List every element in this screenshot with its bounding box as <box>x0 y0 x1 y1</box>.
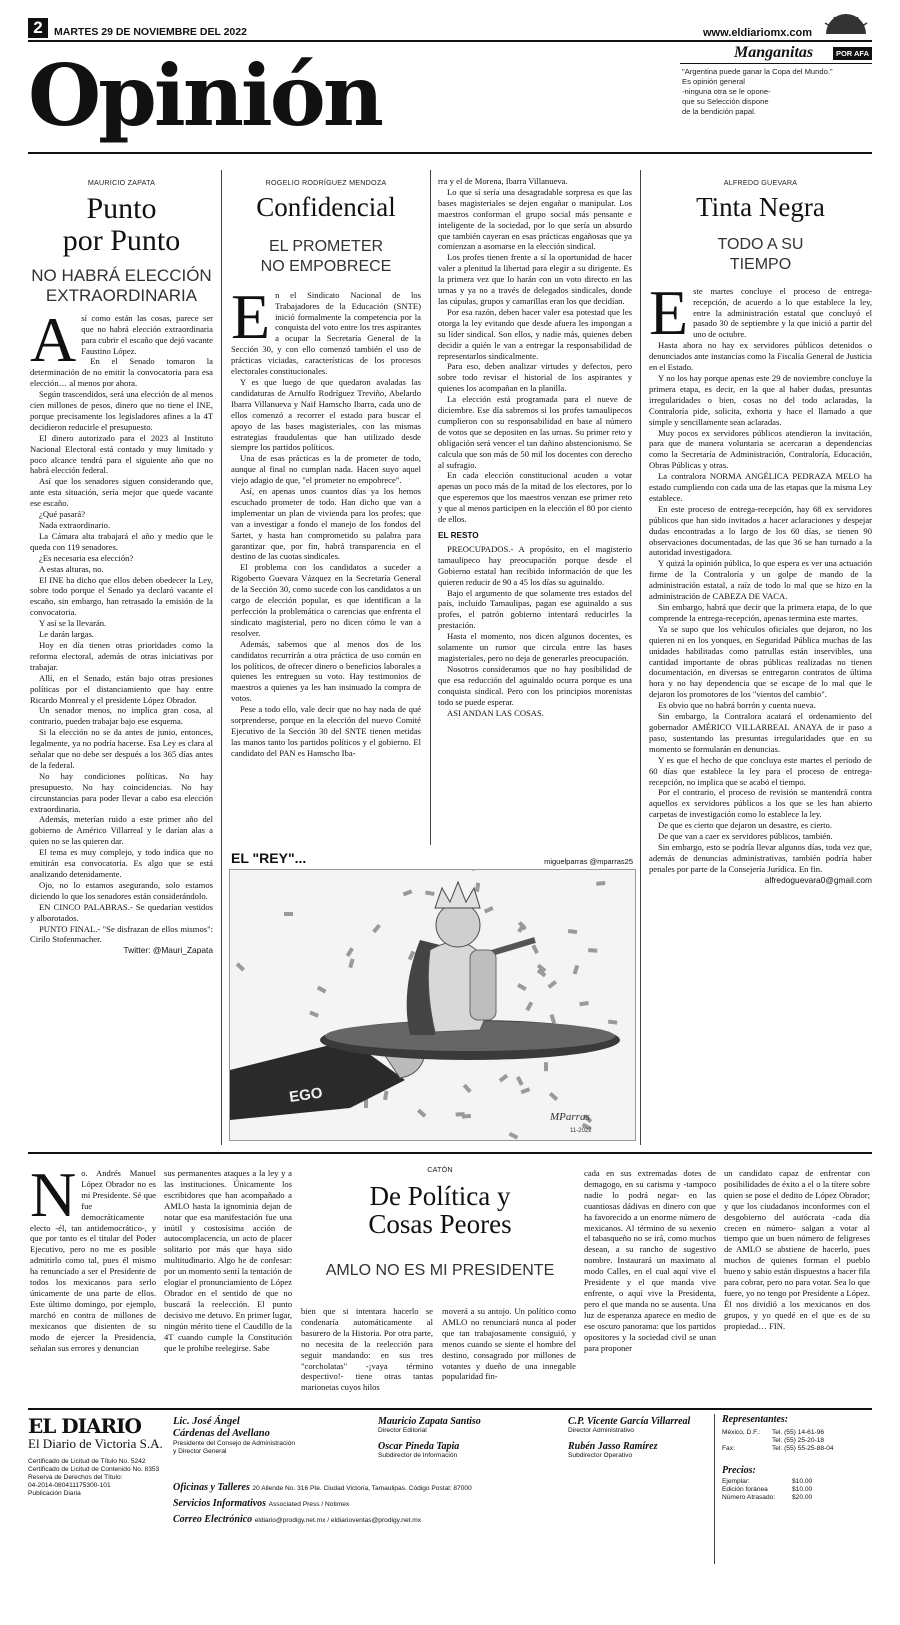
staff-name: Cárdenas del Avellano <box>173 1428 270 1439</box>
paragraph: Hasta el momento, nos dicen algunos docentes, es solamente un rumor que circula entre las bases magisteriales, pero no deja de generarles preocupación. <box>438 631 632 663</box>
column-subtitle: AMLO NO ES MI PRESIDENTE <box>325 1261 555 1279</box>
cartoon-signature: MParras <box>550 1111 590 1123</box>
byline: CATÓN <box>427 1165 453 1174</box>
paragraph: En este proceso de entrega-recepción, hay 68 ex servidores públicos que han sido invitados a hacer aclaraciones y despejar dudas encontradas a lo largo de los 60 días, se tienen 90 observaciones documentadas, de las que 36 se han turnado a la autoridad investigadora. <box>649 503 872 558</box>
manganitas-line: que su Selección dispone <box>682 97 769 106</box>
paragraph: En cada elección constitucional acuden a votar apenas un poco más de la mitad de los electores, por lo que esperemos que los maestros venzan ese primer reto y que al menos participen en la elección el 80 por ciento de ellos. <box>438 470 632 525</box>
rep-tel: Tel. (55) 14-61-96 <box>772 1429 825 1436</box>
column-title: Cosas Peores <box>368 1209 512 1240</box>
paragraph: El dinero autorizado para el 2023 al Instituto Nacional Electoral está contado y muy limitado y poco alcance tendrá para el siguiente año que no habrá elección federal. <box>30 432 213 476</box>
column-punto-por-punto <box>30 178 213 1146</box>
dropcap: N <box>30 1168 77 1230</box>
paragraph: Es obvio que no habrá borrón y cuenta nueva. <box>658 700 816 711</box>
flying-bill <box>317 986 327 994</box>
paragraph: bien que si intentara hacerlo se condenaría automáticamente al basurero de la Historia. Por otra parte, no necesita de la reelección para seguir mandando: en sus tres "corcholatas" -¡vaya término despectivo!- tiene otras tantas marionetas cuyos hilos <box>301 1306 433 1393</box>
column-confidencial <box>231 178 421 838</box>
header-rule <box>28 40 872 42</box>
footer-divider <box>714 1414 715 1564</box>
rep-city: Fax: <box>722 1445 735 1452</box>
footer-logo: EL DIARIO <box>28 1414 141 1438</box>
paragraph: ste martes concluye el proceso de entrega-recepción, de acuerdo a lo que establece la ley, entre la administración estatal que concluyó el pasado 30 de septiembre y la que inició a partir del uno de octubre. <box>693 285 872 340</box>
paragraph: n el Sindicato Nacional de los Trabajadores de la Educación (SNTE) inició formalmente la competencia por la conquista del voto entre los tres aspirantes a ocupar la Secretaría General de la Sección 30, y con ello comenzó también el uso de prácticas viciadas, características de los procesos electorales constitucionales. <box>231 289 421 377</box>
footer-email[interactable]: eldiario@prodigy.net.mx / eldiarioventas@prodigy.net.mx <box>254 1517 422 1524</box>
flying-bill <box>499 1074 509 1083</box>
paragraph: cada en sus extremadas dotes de demagogo, en su carisma y -tampoco nadie lo podrá negar- en las cuantiosas dádivas en dinero con que ha favorecido a un enorme número de mexicanos. Al término de su sexenio el tabasqueño no se irá, como muchos desean, a su rancho de sugestivo nombre. Instaurará un maximato al modo Calles, en el cual aquí vive el Presidente y el que manda vive enfrente, o aquí vive la Presidenta, pero el que manda no se ausenta. Una luz de esperanza aparece en medio de ese oscuro panorama: que los partidos opositores y la sociedad civil se unan para proponer <box>584 1168 716 1353</box>
paragraph: ASI ANDAN LAS COSAS. <box>447 707 544 718</box>
paragraph: A estas alturas, no. <box>39 563 104 574</box>
cert-line: Publicación Diaria <box>28 1490 81 1497</box>
column-subtitle: TIEMPO <box>729 255 792 273</box>
staff-role: Subdirector Operativo <box>568 1452 633 1459</box>
paragraph: Hasta ahora no hay ex servidores públicos detenidos o denunciados ante instancias como la Fiscalía General de Justicia en el Estado. <box>649 340 872 373</box>
column-title: Punto <box>86 192 157 225</box>
rep-city: México, D.F.: <box>722 1429 761 1436</box>
paragraph: Nosotros consideramos que no hay posibilidad de que esa reducción del aguinaldo ocurra porque es una conquista sindical. Pero con los principios morenistas todo se puede esperar. <box>438 663 632 707</box>
paragraph: Ya se supo que los vehículos oficiales que dejaron, no los quieren ni en los yonques, en Seguridad Pública muchas de las unidades habilitadas como patrullas están inservibles, una cantidad importante de obras públicas realizadas no tienen documentación, en diversas se entregaron contratos de última hora y no hay dependencia que se escape de lo mal que le dejaron los promotores de los "vientos del cambio". <box>649 623 872 700</box>
column-subtitle: TODO A SU <box>717 236 804 254</box>
staff-name: Rubén Jasso Ramírez <box>568 1441 658 1452</box>
paragraph: De que van a caer ex servidores públicos, también. <box>658 831 833 842</box>
staff-name: Oscar Pineda Tapia <box>378 1441 460 1452</box>
footer-masthead <box>28 1414 872 1604</box>
paragraph: De que es cierto que dejaron un desastre, es cierto. <box>658 820 832 831</box>
manganitas-title: Manganitas <box>734 44 814 61</box>
manganitas-author: POR AFA <box>833 47 872 60</box>
paragraph: En el Senado tomaron la determinación de no emitir la convocatoria para esa elección… al menos por ahora. <box>30 356 213 389</box>
staff-name: C.P. Vicente García Villarreal <box>568 1416 691 1427</box>
paragraph: Muy pocos ex servidores públicos atendieron la invitación, para que de manera voluntaria se acercaran a dependencias como la Secretaría de Administración, Contraloría, Educación, Obras Públicas y otras. <box>649 427 872 471</box>
article-body <box>30 313 213 1068</box>
staff-name: Lic. José Ángel <box>173 1416 240 1427</box>
title-rule <box>28 152 872 154</box>
column-subtitle: NO HABRÁ ELECCIÓN <box>31 266 212 285</box>
paragraph: No hay condiciones políticas. No hay presupuesto. No hay coincidencias. No hay circunstancias para poder llevar a cabo esa elección extraordinaria. <box>30 770 213 814</box>
manganitas-line: de la bendición papal. <box>682 107 756 116</box>
column-title: De Política y <box>369 1181 511 1211</box>
flying-bill <box>525 1001 533 1011</box>
price-label: Número Atrasado: <box>722 1494 776 1501</box>
caton-col-f <box>724 1168 870 1398</box>
paragraph: Y quizá la opinión pública, lo que espera es ver una actuación firme de la Contraloría y un golpe de mando de la administración estatal, a raíz de todo lo mal que se hizo en la administración de CABEZA DE VACA. <box>649 558 872 602</box>
manganitas-line: -ninguna otra se le opone- <box>682 87 771 96</box>
page-number: 2 <box>33 18 43 37</box>
flying-bill <box>425 891 435 896</box>
rep-city <box>722 1437 772 1445</box>
paragraph: Para eso, deben analizar virtudes y defectos, pero sobre todo revisar el historial de los aspirantes y quienes los acompañan en la planilla. <box>438 361 632 394</box>
paragraph: Y así se la llevarán. <box>39 618 107 629</box>
caton-col-b <box>164 1168 292 1398</box>
cert-line: Certificado de Licitud de Título No. 5242 <box>28 1458 146 1465</box>
sun-logo-icon <box>820 14 872 36</box>
flying-bill <box>520 1087 530 1094</box>
flying-bill <box>284 912 293 916</box>
column-divider <box>430 170 431 845</box>
column-confidencial-cont <box>438 176 632 842</box>
dropcap: E <box>231 289 271 352</box>
column-title: Tinta Negra <box>696 192 825 222</box>
price-value: $20.00 <box>792 1494 813 1501</box>
dropcap: A <box>30 312 77 375</box>
paragraph: El tema es muy complejo, y todo indica que no emitirán esa convocatoria. Es algo que se está analizando detenidamente. <box>30 847 213 879</box>
cartoon-date: 11-2022 <box>570 1128 592 1134</box>
article-body <box>649 286 872 1126</box>
rep-tel: Tel. (55) 55-25-88-04 <box>772 1445 834 1452</box>
paragraph: moverá a su antojo. Un político como AMLO no renunciará nunca al poder que tan trabajosamente consiguió, y menos cuando se siente el hombre del destino, consagrado por millones de votantes y dueño de una innegable popularidad fin- <box>442 1306 576 1382</box>
flying-bill <box>573 965 580 975</box>
flying-bill <box>470 870 479 871</box>
flying-bill <box>403 889 413 896</box>
paragraph: Hoy en día tienen otras prioridades como la reforma electoral, además de otras iniciativas por trabajar. <box>30 639 213 672</box>
staff-role: Director Editorial <box>378 1427 427 1434</box>
paragraph: Allí, en el Senado, están bajo otras presiones políticas por el distanciamiento que hay entre Ricardo Monreal y el presidente López Obrador. <box>30 672 213 705</box>
offices-address: 20 Allende No. 316 Pte. Ciudad Victoria, Tamaulipas. Código Postal: 87000 <box>252 1485 472 1492</box>
rep-tel: Tel. (55) 25-20-18 <box>772 1437 825 1444</box>
footer-rule <box>28 1408 872 1410</box>
cert-line: Certificado de Licitud de Contenido No. 8353 <box>28 1466 160 1473</box>
staff-role: y Director General <box>173 1448 227 1455</box>
offices-label: Oficinas y Talleres <box>173 1482 250 1493</box>
paragraph: La Cámara alta trabajará el año y medio que le queda con 119 senadores. <box>30 530 213 552</box>
paragraph: Bajo el argumento de que solamente tres estados del país, incluido Tamaulipas, pagan ese aguinaldo a sus profes, el patrón gobierno intentará reducirles la prestación. <box>438 587 632 631</box>
byline: MAURICIO ZAPATA <box>87 178 156 187</box>
caton-col-c <box>301 1306 433 1398</box>
paragraph: Un senador menos, no implica gran cosa, al contrario, pueden trabajar bajo ese esquema. <box>30 705 213 727</box>
paragraph: Sin embargo, esto se podría llevar algunos días, toda vez que, además de denuncias administrativas, también podría haber penales por parte de la Consejería Jurídica. En fin. <box>649 841 872 874</box>
paragraph: Además, sabemos que al menos dos de los candidatos recurrirán a otra práctica de uso común en los políticos, de ofrecer dinero o beneficios laborales a quienes les entreguen su voto. Hay testimonios de maestros a quienes ya les han insinuado la compra de votos. <box>231 638 421 704</box>
staff-name: Mauricio Zapata Santiso <box>378 1416 481 1427</box>
column-title: Confidencial <box>256 192 396 222</box>
paragraph: sí como están las cosas, parece ser que no habrá elección extraordinaria para cubrir el escaño que dejó vacante Faustino López. <box>81 312 213 356</box>
caton-col-d <box>442 1306 576 1398</box>
paragraph: Los profes tienen frente a sí la oportunidad de hacer valer a plenitud la libertad para elegir a su dirigente. Es la primera vez que lo harán con un voto directo en las urnas y ya no a través de delegados sindicales, donde las cúpulas, grupos y camarillas eran los que decidían. <box>438 252 632 306</box>
flying-bill <box>509 1132 519 1140</box>
paragraph: ¿Es necesaria esa elección? <box>39 552 134 563</box>
manganitas-line: "Argentina puede ganar la Copa del Mundo." <box>682 67 833 76</box>
flying-bill <box>547 980 557 989</box>
cert-line: Reserva de Derechos del Título: <box>28 1474 123 1481</box>
paragraph: El INE ha dicho que ellos deben obedecer la Ley, sobre todo porque el Senado ya declaró vacante el escaño, sin embargo, han retrasado la emisión de la convocatoria. <box>30 574 213 618</box>
paragraph: Así, en apenas unos cuantos días ya los hemos escuchado prometer de todo. Han dicho que van a implementar un plan de vivienda para los profes; que van a investigar a fondo el manejo de los fondos del Sartet, y hasta han comprometido su palabra para garantizar que, por fin, habrá transparencia en el destino de las cuotas sindicales. <box>231 486 421 562</box>
flying-bill <box>383 1091 389 1101</box>
cartoon-tray-label: EGO <box>288 1084 324 1106</box>
twitter-handle[interactable]: Twitter: @Mauri_Zapata <box>123 945 213 956</box>
flying-bill <box>579 1001 588 1006</box>
page-number-box <box>28 18 48 38</box>
paragraph: sus permanentes ataques a la ley y a las instituciones. Únicamente los escribidores que han acompañado a AMLO hasta la ignominia dejan de notar que esa manifestación fue una inútil y costosísima acción de autocomplacencia, un acto de placer solitario por más que haya sido multitudinario. Algo he de confesar: por un momento sentí la tentación de elogiar el pronunciamiento de López Obrador en el sentido de que no buscará la reelección. El punto decisivo me detuvo. En primer lugar, ningún mérito tiene el Caudillo de la 4T cuando cumple la Constitución que le prohíbe reelegirse. Sabe <box>164 1168 292 1353</box>
cartoon-image <box>229 869 636 1141</box>
email-label: Correo Electrónico <box>173 1514 253 1525</box>
flying-bill <box>372 924 381 933</box>
flying-bill <box>348 958 354 968</box>
flying-bill <box>596 881 605 886</box>
footer-logo-sub: El Diario de Victoria S.A. <box>28 1436 163 1451</box>
flying-bill <box>588 948 597 953</box>
byline: ALFREDO GUEVARA <box>723 178 798 187</box>
reps-title: Representantes: <box>722 1414 789 1425</box>
flying-bill <box>462 1114 471 1119</box>
caton-col-a <box>30 1168 156 1398</box>
paragraph: Así que los senadores siguen considerando que, ante esta situación, sería mejor que quede vacante ese escaño. <box>30 476 213 509</box>
section-heading: EL RESTO <box>438 531 479 540</box>
manganitas-box <box>680 44 872 136</box>
cartoon-credits: miguelparras @mparras25 <box>544 857 633 866</box>
paragraph: ¿Qué pasará? <box>39 509 86 520</box>
paragraph: Por el contrario, el proceso de revisión se mantendrá contra aquellos ex servidores públicos a los que se les han abierto carpetas de investigación como lo establece la ley. <box>649 787 872 820</box>
section-rule <box>28 1152 872 1154</box>
flying-bill <box>608 1020 617 1025</box>
paragraph: un candidato capaz de enfrentar con posibilidades de éxito a el o la títere sobre quien se pose el dedito de López Obrador; y que los ciudadanos inconformes con el desgobierno del autócrata -cada día crecen en número- salgan a votar al tiempo que un buen número de feligreses de AMLO se abstiene de hacerlo, pues muchos de quienes forman el pueblo bueno y sabio están dispuestos a hacer fila para cobrar, pero no para votar. Sea lo que fuere, yo no tengo por Presidente a López. Él nos dividió a los mexicanos en dos grupos, y yo quedé en el que es de su propiedad… FIN. <box>724 1168 870 1331</box>
column-subtitle: NO EMPOBRECE <box>260 257 392 275</box>
cartoon <box>225 846 637 1146</box>
section-title: Opinión <box>28 46 381 145</box>
paragraph: rra y el de Morena, Ibarra Villanueva. <box>438 176 568 186</box>
flying-bill <box>516 1076 524 1086</box>
cartoon-title: EL "REY"... <box>231 850 307 866</box>
flying-bill <box>417 1109 426 1118</box>
paragraph: Ojo, no lo estamos asegurando, solo estamos diciendo lo que los senadores están considerándolo. <box>30 879 213 901</box>
paragraph: Sin embargo, habrá que decir que la primera etapa, de lo que comprende la entrega-recepción, apenas termina este martes. <box>649 602 872 623</box>
flying-bill <box>463 1084 472 1093</box>
paragraph: Sin embargo, la Contralora acatará el ordenamiento del gobernador AMÉRICO VILLARREAL ANAYA de ir paso a paso, sustentando las presuntas irregularidades que en su momento se formularán en denuncias. <box>649 711 872 754</box>
staff-role: Presidente del Consejo de Administración <box>173 1440 296 1447</box>
paragraph: El problema con los candidatos a suceder a Rigoberto Guevara Vázquez en la Secretaría General de la Sección 30, como sucede con los candidatos a un cargo de elección popular, es que identifican a la perfección la problemática o carencias que enfrenta el sindicato magisterial, pero no dicen cómo le van a resolver. <box>231 562 421 638</box>
paragraph: Según trascendidos, será una elección de al menos cien millones de pesos, dinero que no tiene el INE, porque precisamente los legisladores afines a la 4T decidieron reducirle el presupuesto. <box>30 389 213 432</box>
cert-line: 04-2014-080411175300-101 <box>28 1482 111 1489</box>
paragraph: Nada extraordinario. <box>39 520 111 530</box>
paragraph: Lo que sí sería una desagradable sorpresa es que las bases magisteriales se dejen engañar o manipular. Los maestros conforman el grupo social más pensante e inteligente de la sociedad, por lo que sería un absurdo que también cayeran en esas prácticas engañosas que ya comienzan a asomarse en la elección sindical. <box>438 186 632 252</box>
price-label: Ejemplar: <box>722 1478 750 1485</box>
paragraph: Si la elección no se da antes de junio, entonces, legalmente, ya no podría hacerse. Esa Ley es clara al señalar que no debe ser después a los 365 días antes de la federal. <box>30 727 213 770</box>
flying-bill <box>549 1092 558 1101</box>
paragraph: La contralora NORMA ANGÉLICA PEDRAZA MELO ha estado cumpliendo con cada una de las etapas que la misma Ley establece. <box>649 471 872 503</box>
paragraph: Y es que el hecho de que concluya este martes el periodo de 60 días que establece la ley para el proceso de entrega-recepción, no implica que se acabó el tiempo. <box>649 754 872 787</box>
byline: ROGELIO RODRÍGUEZ MENDOZA <box>265 178 387 187</box>
paragraph: Por esa razón, deben hacer valer esa potestad que les otorga la ley evitando que desde afuera les impongan a su líder sindical. Son ellos, y nadie más, quienes deben decidir a quién le van a entregar la responsabilidad de representarlos sindicalmente. <box>438 306 632 361</box>
flying-bill <box>236 962 245 971</box>
header-date: MARTES 29 DE NOVIEMBRE DEL 2022 <box>54 26 247 38</box>
header-website[interactable]: www.eldiariomx.com <box>703 27 813 39</box>
services-label: Servicios Informativos <box>173 1498 267 1509</box>
dropcap: E <box>649 285 689 348</box>
paragraph: PREOCUPADOS.- A propósito, en el magisterio tamaulipeco hay preocupación porque desde el Gobierno estatal han recibido información de que les quieren reducir de 90 a 45 los días su aguinaldo. <box>438 543 632 587</box>
flying-bill <box>346 947 354 957</box>
column-divider <box>221 170 222 1145</box>
caton-heading <box>300 1165 580 1280</box>
paragraph: Pese a todo ello, vale decir que no hay nada de qué sorprenderse, porque en la elección del nuevo Comité Ejecutivo de la Sección 30 del SNTE tienen metidas las manos tanto los partidos políticos y el gobierno. El candidato del PAN es Hamscho Iba- <box>231 704 421 758</box>
column-divider <box>640 170 641 1145</box>
paragraph: o. Andrés Manuel López Obrador no es mi Presidente. Sé que fue democráticamente electo -él, tan antidemocrático-, y que por tanto es el titular del Poder Ejecutivo, pero no me es posible admitirlo como tal, pues él mismo ha renunciado a ser el Presidente de todos los mexicanos para serlo únicamente de una parte de ellos. Este último domingo, por ejemplo, marchó en contra de millones de mexicanos que disienten de su modo de ejercer la Presidencia, señalan sus errores y denuncian <box>30 1168 156 1353</box>
column-tinta-negra <box>649 178 872 1146</box>
flying-bill <box>517 983 527 991</box>
column-subtitle: EXTRAORDINARIA <box>45 286 198 306</box>
flying-bill <box>309 1010 319 1017</box>
paragraph: Le darán largas. <box>39 629 94 640</box>
paragraph: Y no los hay porque apenas este 29 de noviembre concluye la primera etapa, es decir, en la que al haber dudas, presuntas irregularidades o bien, cosas no del todo aclaradas, la Contraloría pide, solicita, exhorta y hace el llamado a que simple y sencillamente sean aclaradas. <box>649 372 872 427</box>
services-value: Associated Press / Notimex <box>268 1501 350 1508</box>
flying-bill <box>475 883 480 893</box>
column-title: por Punto <box>62 223 181 257</box>
price-value: $10.00 <box>792 1486 813 1493</box>
column-subtitle: EL PROMETER <box>268 238 384 256</box>
caton-col-e <box>584 1168 716 1398</box>
paragraph: Y es que luego de que quedaron avaladas las candidaturas de Arnulfo Rodríguez Treviño, Abelardo Ibarra Villanueva y Naif Hamscho Ibarra, cada uno de ellos comenzó a recorrer el estado para buscar el apoyo de las bases magisteriales, con las mismas estrategias fraudulentas que han utilizado desde siempre los partidos políticos. <box>231 376 421 453</box>
author-email[interactable]: alfredoguevara0@gmail.com <box>764 874 872 885</box>
paragraph: La elección está programada para el nueve de diciembre. Ese día sabremos si los profes tamaulipecos cumplieron con su responsabilidad en base al número de votos que se depositen en las urnas. Su primer reto y obligación será vencer el tan dañino abstencionismo. Se calcula que son más de 50 mil los docentes con derecho al sufragio. <box>438 394 632 470</box>
article-body <box>231 290 421 830</box>
manganitas-line: Es opinión general <box>682 77 745 86</box>
price-value: $10.00 <box>792 1478 813 1485</box>
paragraph: PUNTO FINAL.- "Se disfrazan de ellos mismos": Cirilo Stofenmacher. <box>30 923 213 945</box>
flying-bill <box>484 906 494 913</box>
flying-bill <box>568 929 577 934</box>
flying-bill <box>550 1014 556 1024</box>
price-label: Edición foránea <box>722 1486 768 1493</box>
prices-title: Precios: <box>722 1465 756 1476</box>
paragraph: EN CINCO PALABRAS.- Se quedarían vestidos y alborotados. <box>30 901 213 923</box>
staff-role: Director Administrativo <box>568 1427 634 1434</box>
paragraph: Una de esas prácticas es la de prometer de todo, aunque al final no cumplan nada. Hacen suyo aquel viejo adagio de que, "el prometer no empobrece". <box>231 453 421 486</box>
staff-role: Subdirector de Información <box>378 1452 458 1459</box>
flying-bill <box>544 1062 548 1071</box>
flying-bill <box>531 944 539 954</box>
paragraph: Además, meterían ruido a este primer año del gobierno de Américo Villarreal y le darían alas a quien no se las quieren dar. <box>30 814 213 847</box>
